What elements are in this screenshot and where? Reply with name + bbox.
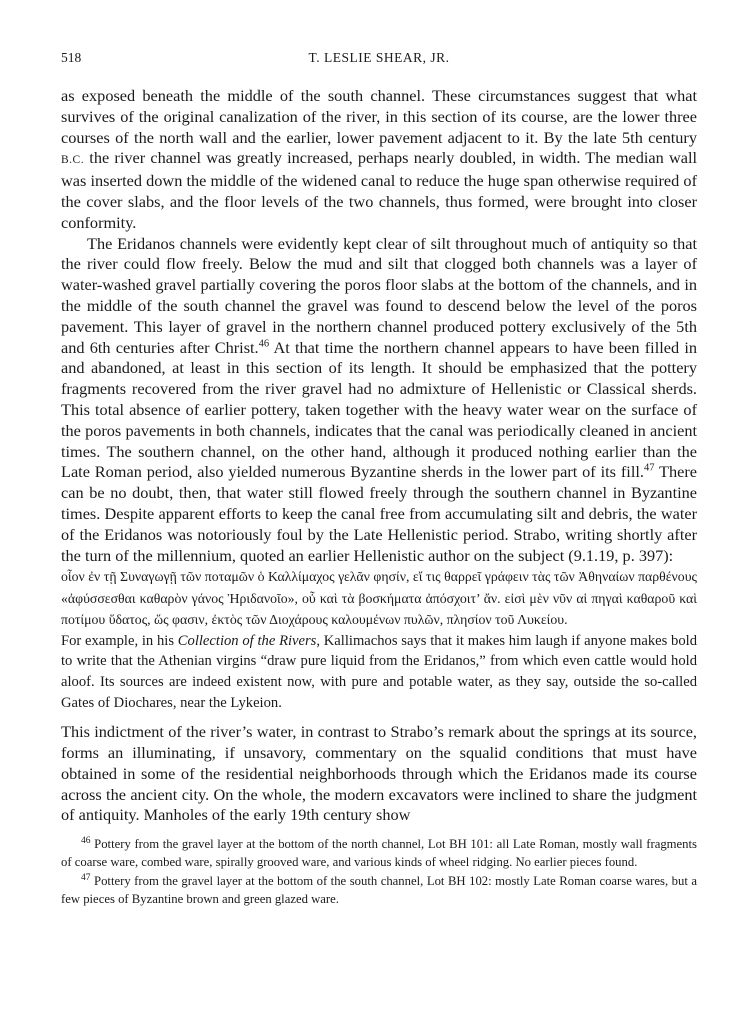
page-header [61,50,697,72]
footnote-46: $^{46}$ Pottery from the gravel layer at the bottom of the north channel, Lot BH 101: all Late Roman, mostly wall fragments of coarse ware, combed ware, spirally grooved ware, and various kinds of wheel ridging. No earlier pieces found. [61,835,697,869]
paragraph-3: This indictment of the river’s water, in contrast to Strabo’s remark about the springs at its source, forms an illuminating, if unsavory, commentary on the squalid conditions that must have obtained in some of the residential neighborhoods through which the Eridanos made its course across the ancient city. On the whole, the modern excavators were inclined to share the judgment of antiquity. Manholes of the early 19th century show [61,722,697,825]
footnote-ref-46[interactable]: 46 [258,338,270,350]
footnote-47: $^{47}$ Pottery from the gravel layer at the bottom of the south channel, Lot BH 102: mostly Late Roman coarse wares, but a few pieces of Byzantine brown and green glazed ware. [61,872,697,906]
running-head: T. LESLIE SHEAR, JR. [308,50,450,65]
page-number: 518 [61,50,82,65]
bc-abbreviation: B.C. [61,154,85,167]
paragraph-1: as exposed beneath the middle of the south channel. These circumstances suggest that what survives of the original canalization of the river, in this section of its course, are the lower three courses of the north wall and the earlier, lower pavement adjacent to it. By the late 5th century B.C. the river channel was greatly increased, perhaps nearly doubled, in width. The median wall was inserted down the middle of the widened canal to reduce the huge span otherwise required of the cover slabs, and the floor levels of the two channels, thus formed, were brought into closer conformity. [61,86,697,232]
footnote-number: 47 [81,872,91,883]
quotation-translation: For example, in his Collection of the Rivers, Kallimachos says that it makes him laugh if anyone makes bold to write that the Athenian virgins “draw pure liquid from the Eridanos,” from which even cattle would hold aloof. Its sources are indeed existent now, with pure and potable water, as they say, outside the so-called Gates of Diochares, near the Lykeion. [61,632,697,711]
footnote-ref-47[interactable]: 47 [643,462,655,474]
footnotes [61,836,697,908]
footnote-number: 46 [81,835,91,846]
paragraph-2: The Eridanos channels were evidently kept clear of silt throughout much of antiquity so that the river could flow freely. Below the mud and silt that clogged both channels was a layer of water-washed gravel partially covering the poros floor slabs at the bottom of the channels, and in the middle of the south channel the gravel was found to descend below the level of the poros pavement. This layer of gravel in the northern channel produced pottery exclusively of the 5th and 6th centuries after Christ.$^{46}$ At that time the northern channel appears to have been filled in and abandoned, at least in this section of its length. It should be emphasized that the pottery fragments recovered from the river gravel had no admixture of Hellenistic or Classical sherds. This total absence of earlier pottery, taken together with the heavy water wear on the surface of the poros pavements in both channels, indicates that the canal was periodically cleaned in ancient times. The southern channel, on the other hand, although it produced nothing earlier than the Late Roman period, also yielded numerous Byzantine sherds in the lower part of its fill.$^{47}$ There can be no doubt, then, that water still flowed freely through the southern channel in Byzantine times. Despite apparent efforts to keep the canal free from accumulating silt and debris, the water of the Eridanos was notoriously foul by the Late Hellenistic period. Strabo, writing shortly after the turn of the millennium, quoted an earlier Hellenistic author on the subject (9.1.19, p. 397): [61,233,697,565]
body-text [61,86,697,826]
greek-quotation: οἷον ἐν τῇ Συναγωγῇ τῶν ποταμῶν ὁ Καλλίμαχος γελᾶν φησίν, εἴ τις θαρρεῖ γράφειν τὰς τῶν Ἀθηναίων παρθένους «ἀφύσσεσθαι καθαρὸν γάνος Ἠριδανοῖο», οὗ καὶ τὰ βοσκήματα ἀπόσχοιτ’ ἄν. εἰσὶ μὲν νῦν αἱ πηγαὶ καθαροῦ καὶ ποτίμου ὕδατος, ὥς φασιν, ἐκτὸς τῶν Διοχάρους καλουμένων πυλῶν, πλησίον τοῦ Λυκείου. [61,569,697,628]
work-title: Collection of the Rivers [177,632,317,649]
page [61,50,697,909]
